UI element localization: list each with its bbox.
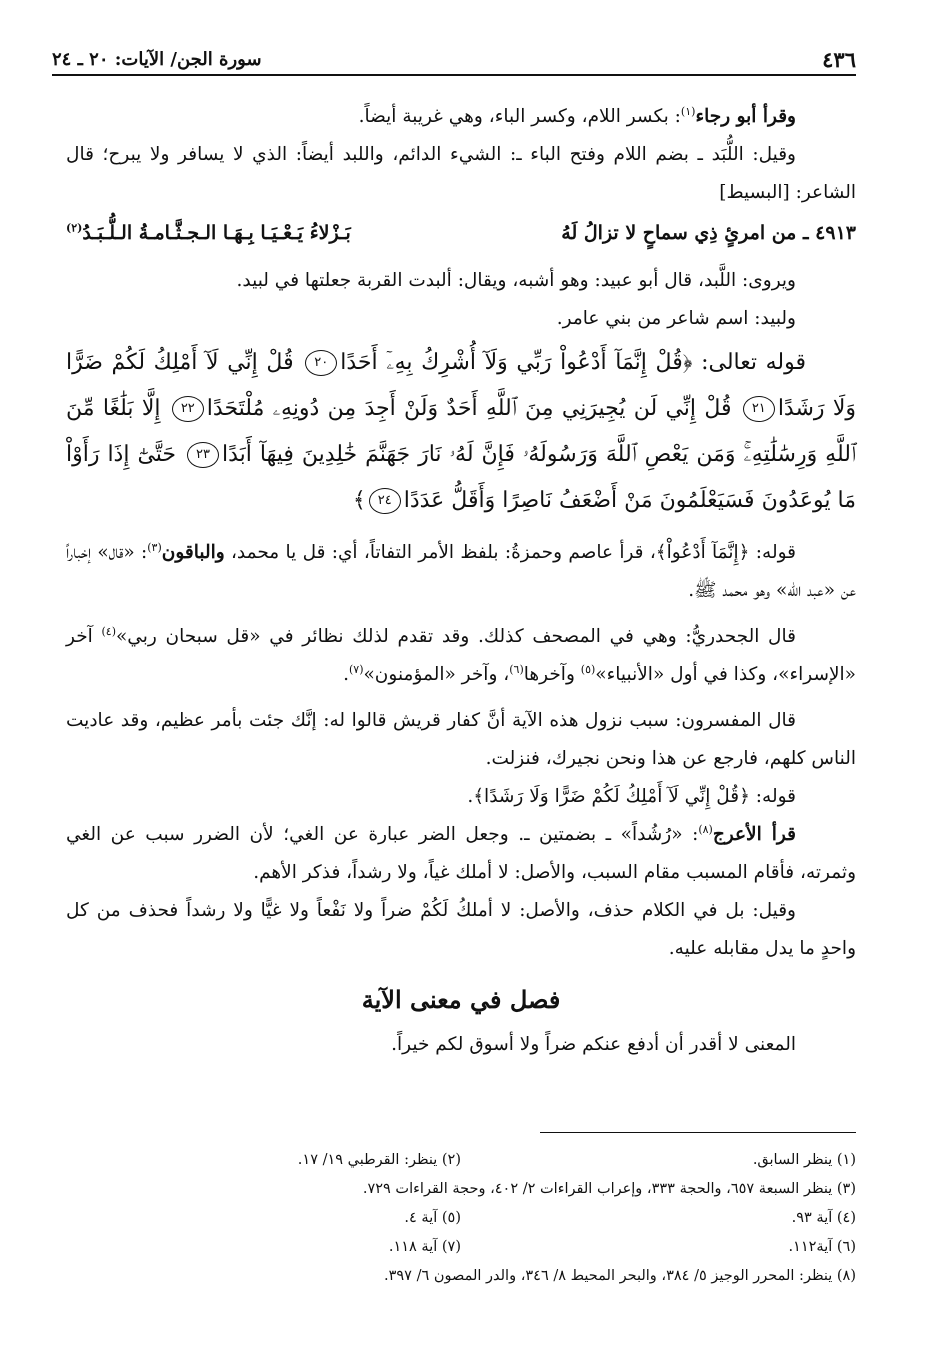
footnote-5: (٥) آية ٤. xyxy=(404,1210,461,1226)
quran-close-bracket: ﴾ xyxy=(352,488,366,513)
footnote-ref: (٧) xyxy=(348,662,364,676)
paragraph-4: ولبيد: اسم شاعر من بني عامر. xyxy=(556,308,796,329)
footnote-2: (٢) ينظر: القرطبي ١٩/ ١٧. xyxy=(297,1152,461,1168)
paragraph-text: : «رُشُداً» ـ بضمتين ـ. وجعل الضر عبارة عن الغي؛ لأن الضرر سبب عن الغي وثمرته، فأقام المسبب مقام السبب، والأصل: لا أملك غياً، ولا رشداً، فذكر الأهم. xyxy=(66,824,856,883)
paragraph-text: وآخرها xyxy=(523,664,581,685)
footnote-ref: (٨) xyxy=(698,822,713,836)
paragraph-6 xyxy=(66,618,856,694)
footnote-row xyxy=(66,1204,856,1233)
paragraph-text: ، وآخر «المؤمنون» xyxy=(363,664,510,685)
footnote-3: (٣) ينظر السبعة ٦٥٧، والحجة ٣٣٣، وإعراب القراءات ٢/ ٤٠٢، وحجة القراءات ٧٢٩. xyxy=(362,1181,856,1197)
verse-first-half: ٤٩١٣ ـ من امرئٍ ذِي سماحٍ لا تزالُ لَهُ xyxy=(561,222,856,244)
page-body xyxy=(66,98,856,1064)
footnote-6: (٦) آية١١٢. xyxy=(788,1239,856,1255)
quran-intro: قوله تعالى: ﴿ xyxy=(682,350,806,375)
footnote-1: (١) ينظر السابق. xyxy=(752,1152,856,1168)
footnote-row xyxy=(66,1233,856,1262)
page-header-title: سورة الجن/ الآيات: ٢٠ ـ ٢٤ xyxy=(52,48,262,70)
paragraph-text: : بكسر اللام، وكسر الباء، وهي غريبة أيضاً. xyxy=(358,106,681,127)
paragraph-text: . xyxy=(343,664,349,685)
verse-second-half: بَـزْلاءُ يَـعْـيَـا بِـهَـا الـجـثَّـامـةُ الـلُّـبَـدُ xyxy=(82,222,351,244)
paragraph-text: : «قال» إخباراً عن «عبد الله» وهو محمد ﷺ. xyxy=(66,542,856,601)
paragraph-5 xyxy=(66,534,856,610)
paragraph-2: وقيل: اللُّبَد ـ بضم اللام وفتح الباء ـ: الشيء الدائم، واللبد أيضاً: الذي لا يسافر ولا يبرح؛ قال الشاعر: [البسيط] xyxy=(66,144,856,203)
paragraph-3: ويروى: اللَّبد، قال أبو عبيد: وهو أشبه، ويقال: ألبدت القربة جعلتها في لبيد. xyxy=(236,270,796,291)
footnotes xyxy=(66,1146,856,1291)
footnote-ref: (١) xyxy=(680,104,696,118)
poetry-verse xyxy=(66,216,856,250)
paragraph-text: قوله: ﴿إِنَّمَآ أَدْعُواْ﴾، قرأ عاصم وحمزةُ: بلفظ الأمر التفاتاً، أي: قل يا محمد، xyxy=(224,542,796,563)
ayah-number-marker: ٢٢ xyxy=(172,396,204,422)
readers-name: والباقون xyxy=(161,542,225,563)
verse-second-half-wrap xyxy=(66,216,351,250)
page-number: ٤٣٦ xyxy=(822,46,856,72)
ayah-text: حَتَّىٰٓ إِذَا رَأَوْاْ مَا يُوعَدُونَ فَسَيَعْلَمُونَ مَنْ أَضْعَفُ نَاصِرًا وَأَقَلُّ عَدَدًا xyxy=(66,442,856,513)
paragraph-10: وقيل: بل في الكلام حذف، والأصل: لا أملكُ لَكُمْ ضراً ولا نَفْعاً ولا غيًّا ولا رشداً فحذف من كل واحدٍ ما يدل مقابله عليه. xyxy=(66,900,856,959)
paragraph-11: المعنى لا أقدر أن أدفع عنكم ضراً ولا أسوق لكم خيراً. xyxy=(391,1034,796,1055)
footnote-row xyxy=(66,1146,856,1175)
paragraph-text: قال الجحدريُّ: وهي في المصحف كذلك. وقد تقدم لذلك نظائر في «قل سبحان ربي» xyxy=(115,626,796,647)
footnote-ref: (٤) xyxy=(101,624,116,638)
ayah-text: قُلْ إِنِّي لَن يُجِيرَنِي مِنَ ٱللَّهِ أَحَدٌ وَلَنْ أَجِدَ مِن دُونِهِۦ مُلْتَحَدًا xyxy=(206,396,732,421)
page-header xyxy=(52,44,856,76)
reader-name: وقرأ أبو رجاء xyxy=(695,106,796,127)
reader-name: قرأ الأعرج xyxy=(712,824,796,845)
footnote-ref: (٣) xyxy=(147,540,162,554)
quran-passage xyxy=(66,340,856,524)
section-title: فصل في معنى الآية xyxy=(361,985,561,1014)
footnote-divider xyxy=(540,1132,856,1133)
ayah-number-marker: ٢١ xyxy=(743,396,775,422)
footnote-ref: (٦) xyxy=(509,662,524,676)
ayah-number-marker: ٢٣ xyxy=(187,442,219,468)
paragraph-1 xyxy=(66,98,856,136)
footnote-8: (٨) ينظر: المحرر الوجيز ٥/ ٣٨٤، والبحر المحيط ٨/ ٣٤٦، والدر المصون ٦/ ٣٩٧. xyxy=(383,1268,856,1284)
ayah-text: قُلْ إِنَّمَآ أَدْعُواْ رَبِّي وَلَآ أُشْرِكُ بِهِۦٓ أَحَدًا xyxy=(340,350,683,375)
ayah-number-marker: ٢٠ xyxy=(305,350,337,376)
ayah-text: إِلَّا بَلَٰغًا مِّنَ ٱللَّهِ وَرِسَٰلَٰتِهِۦۚ وَمَن يَعْصِ ٱللَّهَ وَرَسُولَهُۥ فَإِنَّ لَهُۥ نَارَ جَهَنَّمَ خَٰلِدِينَ فِيهَآ أَبَدًا xyxy=(66,396,856,467)
paragraph-9 xyxy=(66,816,856,892)
footnote-7: (٧) آية ١١٨. xyxy=(388,1239,461,1255)
footnote-4: (٤) آية ٩٣. xyxy=(791,1210,856,1226)
paragraph-7: قال المفسرون: سبب نزول هذه الآية أنَّ كفار قريش قالوا له: إنَّك جئت بأمر عظيم، وقد عاديت الناس كلهم، فارجع عن هذا ونحن نجيرك، فنزلت. xyxy=(66,710,856,769)
footnote-ref: (٥) xyxy=(580,662,596,676)
ayah-text: قُلْ إِنِّي لَآ أَمْلِكُ لَكُمْ ضَرًّا وَلَا رَشَدًا xyxy=(66,350,856,421)
paragraph-8: قوله: ﴿قُلْ إِنِّي لَآ أَمْلِكُ لَكُمْ ضَرًّا وَلَا رَشَدًا﴾. xyxy=(467,786,796,807)
footnote-ref: (٢) xyxy=(66,221,83,235)
paragraph-text: آخر «الإسراء»، وكذا في أول «الأنبياء» xyxy=(66,626,856,685)
ayah-number-marker: ٢٤ xyxy=(369,488,401,514)
